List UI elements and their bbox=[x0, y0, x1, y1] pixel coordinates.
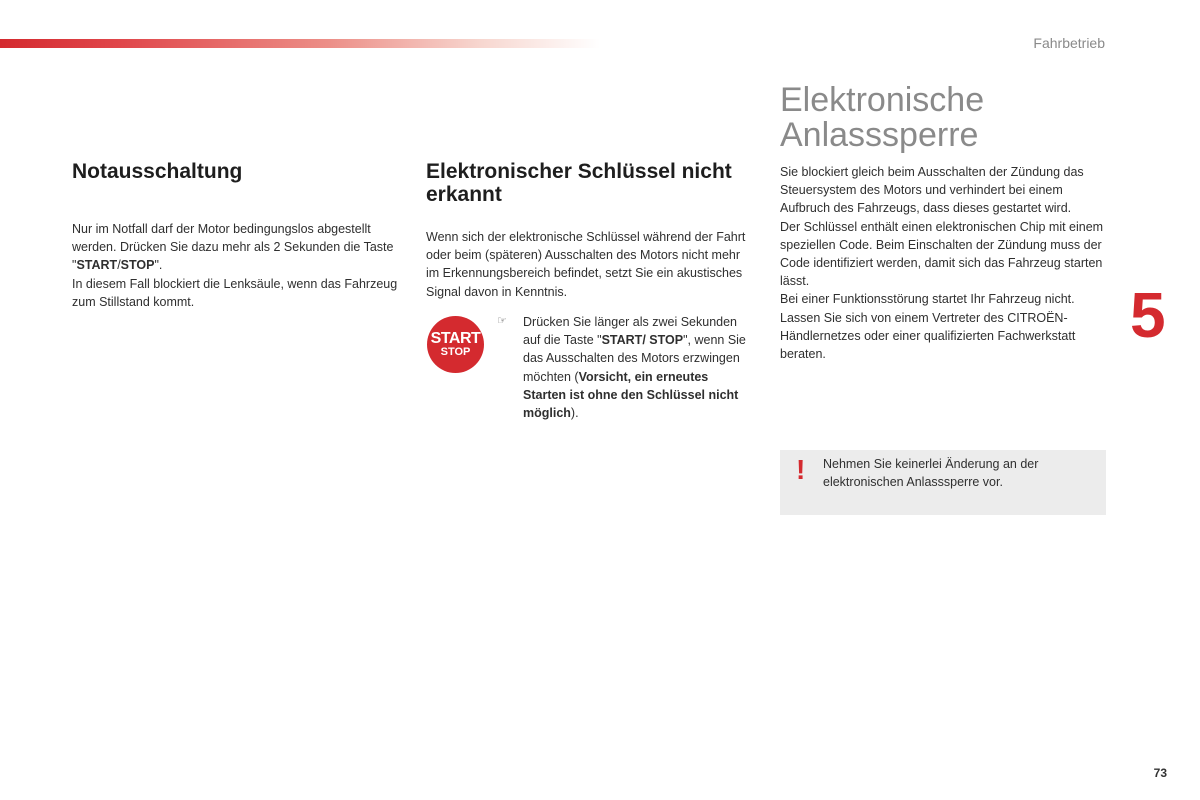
chapter-title: Elektronische Anlasssperre bbox=[780, 81, 985, 154]
warning-box bbox=[780, 450, 1106, 515]
section-body bbox=[780, 163, 1110, 363]
paragraph: Bei einer Funktionsstörung startet Ihr Fahrzeug nicht. Lassen Sie sich von einem Vertreter des CITROËN-Händlernetzes oder einer qualifizierten Fachwerkstatt beraten. bbox=[780, 292, 1076, 362]
warning-icon: ! bbox=[796, 454, 806, 485]
start-stop-button-icon: START STOP bbox=[427, 316, 484, 373]
section-title: Elektronischer Schlüssel nicht erkannt bbox=[426, 160, 732, 206]
section-title: Notausschaltung bbox=[72, 160, 243, 183]
paragraph: In diesem Fall blockiert die Lenksäule, wenn das Fahrzeug zum Stillstand kommt. bbox=[72, 276, 398, 309]
section-anlasssperre bbox=[780, 83, 1110, 363]
paragraph: Nur im Notfall darf der Motor bedingungslos abgestellt werden. Drücken Sie dazu mehr als 2 Sekunden die Taste "START/STOP". bbox=[72, 222, 394, 273]
paragraph: Wenn sich der elektronische Schlüssel während der Fahrt oder beim (späteren) Ausschalten des Motors nicht mehr im Erkennungsbereich befindet, setzt Sie ein akustisches Signal davon in Kenntnis. bbox=[426, 230, 746, 299]
paragraph: Sie blockiert gleich beim Ausschalten der Zündung das Steuersystem des Motors und verhindert bei einem Aufbruch des Fahrzeugs, dass dieses gestartet wird. bbox=[780, 165, 1084, 216]
pointing-hand-icon: ☞ bbox=[497, 315, 507, 327]
section-body bbox=[426, 228, 756, 301]
paragraph: Der Schlüssel enthält einen elektronischen Chip mit einem speziellen Code. Beim Einschalten der Zündung muss der Code identifiziert werden, damit sich das Fahrzeug starten lässt. bbox=[780, 219, 1104, 289]
section-schluessel-nicht-erkannt bbox=[426, 160, 756, 301]
section-label: Fahrbetrieb bbox=[1033, 35, 1105, 51]
chapter-number: 5 bbox=[1130, 279, 1166, 351]
page-number: 73 bbox=[1153, 766, 1167, 780]
section-notausschaltung bbox=[72, 160, 402, 311]
section-body bbox=[72, 220, 402, 311]
instruction-bullet: Drücken Sie länger als zwei Sekunden auf die Taste "START/ STOP", wenn Sie das Ausschalten des Motors erzwingen möchten (Vorsicht, ein erneutes Starten ist ohne den Schlüssel nicht möglich). bbox=[523, 315, 746, 421]
header-accent-bar bbox=[0, 39, 600, 48]
warning-text: Nehmen Sie keinerlei Änderung an der elektronischen Anlasssperre vor. bbox=[823, 457, 1039, 490]
